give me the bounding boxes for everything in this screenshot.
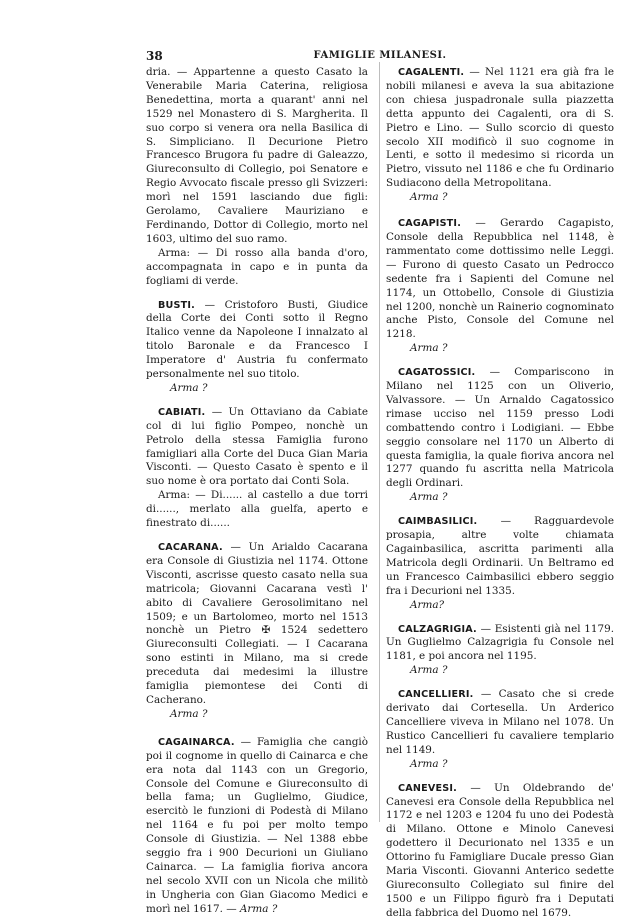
entry-text: — Casato che si crede derivato dai Cortesella. Un Arderico Cancelliere viveva in Milano nel 1078. Un Rustico Cancellieri fu cavaliere templario nel 1149. (386, 688, 614, 756)
entry-text: — Esistenti già nel 1179. Un Guglielmo Calzagrigia fu Console nel 1181, e poi ancora nel 1195. (386, 622, 614, 663)
entry-cagainarca (146, 736, 368, 917)
entry-name: CAGALENTI. (398, 67, 465, 78)
entry-arma: Arma? (410, 598, 445, 611)
page-header (146, 49, 614, 63)
entry-text: — Famiglia che cangiò poi il cognome in quello di Cainarca e che era nota dal 1143 con un Gregorio, Console del Comune e Giureconsulto di bella fama; un Guglielmo, Giudice, esercitò le funzioni di Podestà di Milano nel 1164 e fu poi per molto tempo Console di Giustizia. — Nel 1388 ebbe seggio fra i 900 Decurioni un Giuliano Cainarca. — La famiglia fioriva ancora nel secolo XVII con un Nicola che militò in Ungheria con Gian Giacomo Medici e morì nel 1617. — (146, 735, 368, 915)
entry-arma: Arma ? (170, 381, 208, 394)
entry-brugora-continued (146, 66, 368, 289)
entry-name: CAIMBASILICI. (398, 516, 478, 528)
entry-cancellieri (386, 688, 614, 771)
entry-name: CAGAINARCA. (158, 736, 235, 748)
entry-text: — Nel 1121 era già fra le nobili milanesi e aveva la sua abitazione con chiesa juspadronale sulla piazzetta detta appunto dei Cagalenti, ora di S. Pietro e Lino. — Sullo scorcio di questo secolo XII modificò il suo cognome in Lenti, e sotto il medesimo si ricorda un Pietro, vissuto nel 1186 e che fu Ordinario Sudiacono della Metropolitana. (386, 66, 614, 190)
entry-name: CAGAPISTI. (398, 218, 462, 230)
entry-cagatossici (386, 366, 614, 505)
entry-arma: Arma ? (410, 491, 448, 504)
entry-cacarana (146, 541, 368, 722)
entry-arma: Arma ? (410, 191, 448, 204)
entry-name: CABIATI. (158, 406, 206, 418)
entry-busti (146, 299, 368, 396)
entry-text: — Cristoforo Busti, Giudice della Corte dei Conti sotto il Regno Italico venne da Napoleone I innalzato al titolo Baronale e da Francesco I Imperatore d' Austria fu confermato personalmente nel suo titolo. (146, 298, 368, 381)
entry-cabiati (146, 406, 368, 531)
entry-name: CANEVESI. (398, 782, 457, 794)
column-divider (379, 62, 380, 822)
entry-calzagrigia (386, 623, 614, 679)
entry-arma: Arma ? (410, 342, 448, 355)
entry-name: CALZAGRIGIA. (398, 623, 477, 635)
entry-arma: Arma ? (170, 707, 208, 720)
entry-arma: Arma ? (410, 757, 448, 770)
entry-text: dria. — Appartenne a questo Casato la Venerabile Maria Caterina, religiosa Benedettina, morta a quarant' anni nel 1529 nel Monastero di S. Margherita. Il suo corpo si venera ora nella Basilica di S. Simpliciano. Il Decurione Pietro Francesco Brugora fu padre di Galeazzo, Giureconsulto di Collegio, poi Senatore e Regio Avvocato fiscale presso gli Svizzeri: morì nel 1591 lasciando due figli: Gerolamo, Cavaliere Mauriziano e Ferdinando, Dottor di Collegio, morto nel 1603, ultimo del suo ramo. (146, 66, 368, 245)
right-column (386, 66, 614, 921)
entry-arma: Arma: — Di...... al castello a due torri di......, merlato alla guelfa, aperto e finestrato di...... (146, 489, 368, 530)
entry-text: — Ragguardevole prosapia, altre volte chiamata Cagainbasilica, ascritta parimenti alla Matricola degli Ordinarii. Un Beltramo ed un Francesco Caimbasilici ebbero seggio fra i Decurioni nel 1335. (386, 515, 614, 597)
entry-text: — Un Ottaviano da Cabiate col di lui figlio Pompeo, nonchè un Petrolo della stessa Famiglia furono famigliari alla Corte del Duca Gian Maria Visconti. — Questo Casato è spento e il suo nome è ora portato dai Conti Sola. (146, 405, 368, 488)
entry-name: CAGATOSSICI. (398, 367, 476, 379)
entry-cagalenti (386, 66, 614, 205)
entry-name: CANCELLIERI. (398, 689, 474, 701)
entry-text: — Compariscono in Milano nel 1125 con un Oliverio, Valvassore. — Un Arnaldo Cagatossico rimase ucciso nel 1159 presso Lodi combattendo contro i Lodigiani. — Ebbe seggio consolare nel 1170 un Alberto di questa famiglia, la quale fioriva ancora nel 1277 quando fu ascritta nella Matricola degli Ordinari. (386, 366, 614, 490)
entry-caimbasilici (386, 515, 614, 612)
entry-arma: Arma ? (239, 902, 278, 915)
page-number: 38 (146, 49, 163, 63)
entry-cagapisti (386, 217, 614, 356)
entry-name: BUSTI. (158, 299, 195, 311)
running-title: FAMIGLIE MILANESI. (313, 50, 447, 61)
entry-arma: Arma: — Di rosso alla banda d'oro, accompagnata in capo e in punta da fogliami di verde. (146, 246, 368, 287)
entry-text: — Gerardo Cagapisto, Console della Repubblica nel 1148, è rammentato come dottissimo nelle Leggi. — Furono di questo Casato un Pedrocco sedente fra i Sapienti del Comune nel 1174, un Ottobello, Console di Giustizia nel 1200, nonchè un Rainerio cognominato anche Pisto, Console del Comune nel 1218. (386, 217, 614, 341)
entry-text: — Un Arialdo Cacarana era Console di Giustizia nel 1174. Ottone Visconti, ascrisse questo casato nella sua matricola; Giovanni Cacarana vestì l' abito di Cavaliere Gerosolimitano nel 1509; e un Bartolomeo, morto nel 1513 nonchè un Pietro ✠ 1524 sedettero Giureconsulti Collegiati. — I Cacarana sono estinti in Milano, ma si crede preceduta dai medesimi la illustre famiglia piemontese dei Conti di Cacherano. (146, 541, 368, 706)
left-column (146, 66, 368, 917)
entry-text: — Un Oldebrando de' Canevesi era Console della Repubblica nel 1172 e nel 1203 e 1204 fu uno dei Podestà di Milano. Ottone e Minolo Canevesi godettero il Decurionato nel 1335 e un Ottorino fu Famigliare Ducale presso Gian Maria Visconti. Giovanni Anterico sedette Giureconsulto Collegiato sul finire del 1500 e un Filippo figurò fra i Deputati della fabbrica del Duomo nel 1679. (386, 781, 614, 919)
entry-arma: Arma ? (410, 664, 448, 677)
entry-name: CACARANA. (158, 542, 223, 553)
